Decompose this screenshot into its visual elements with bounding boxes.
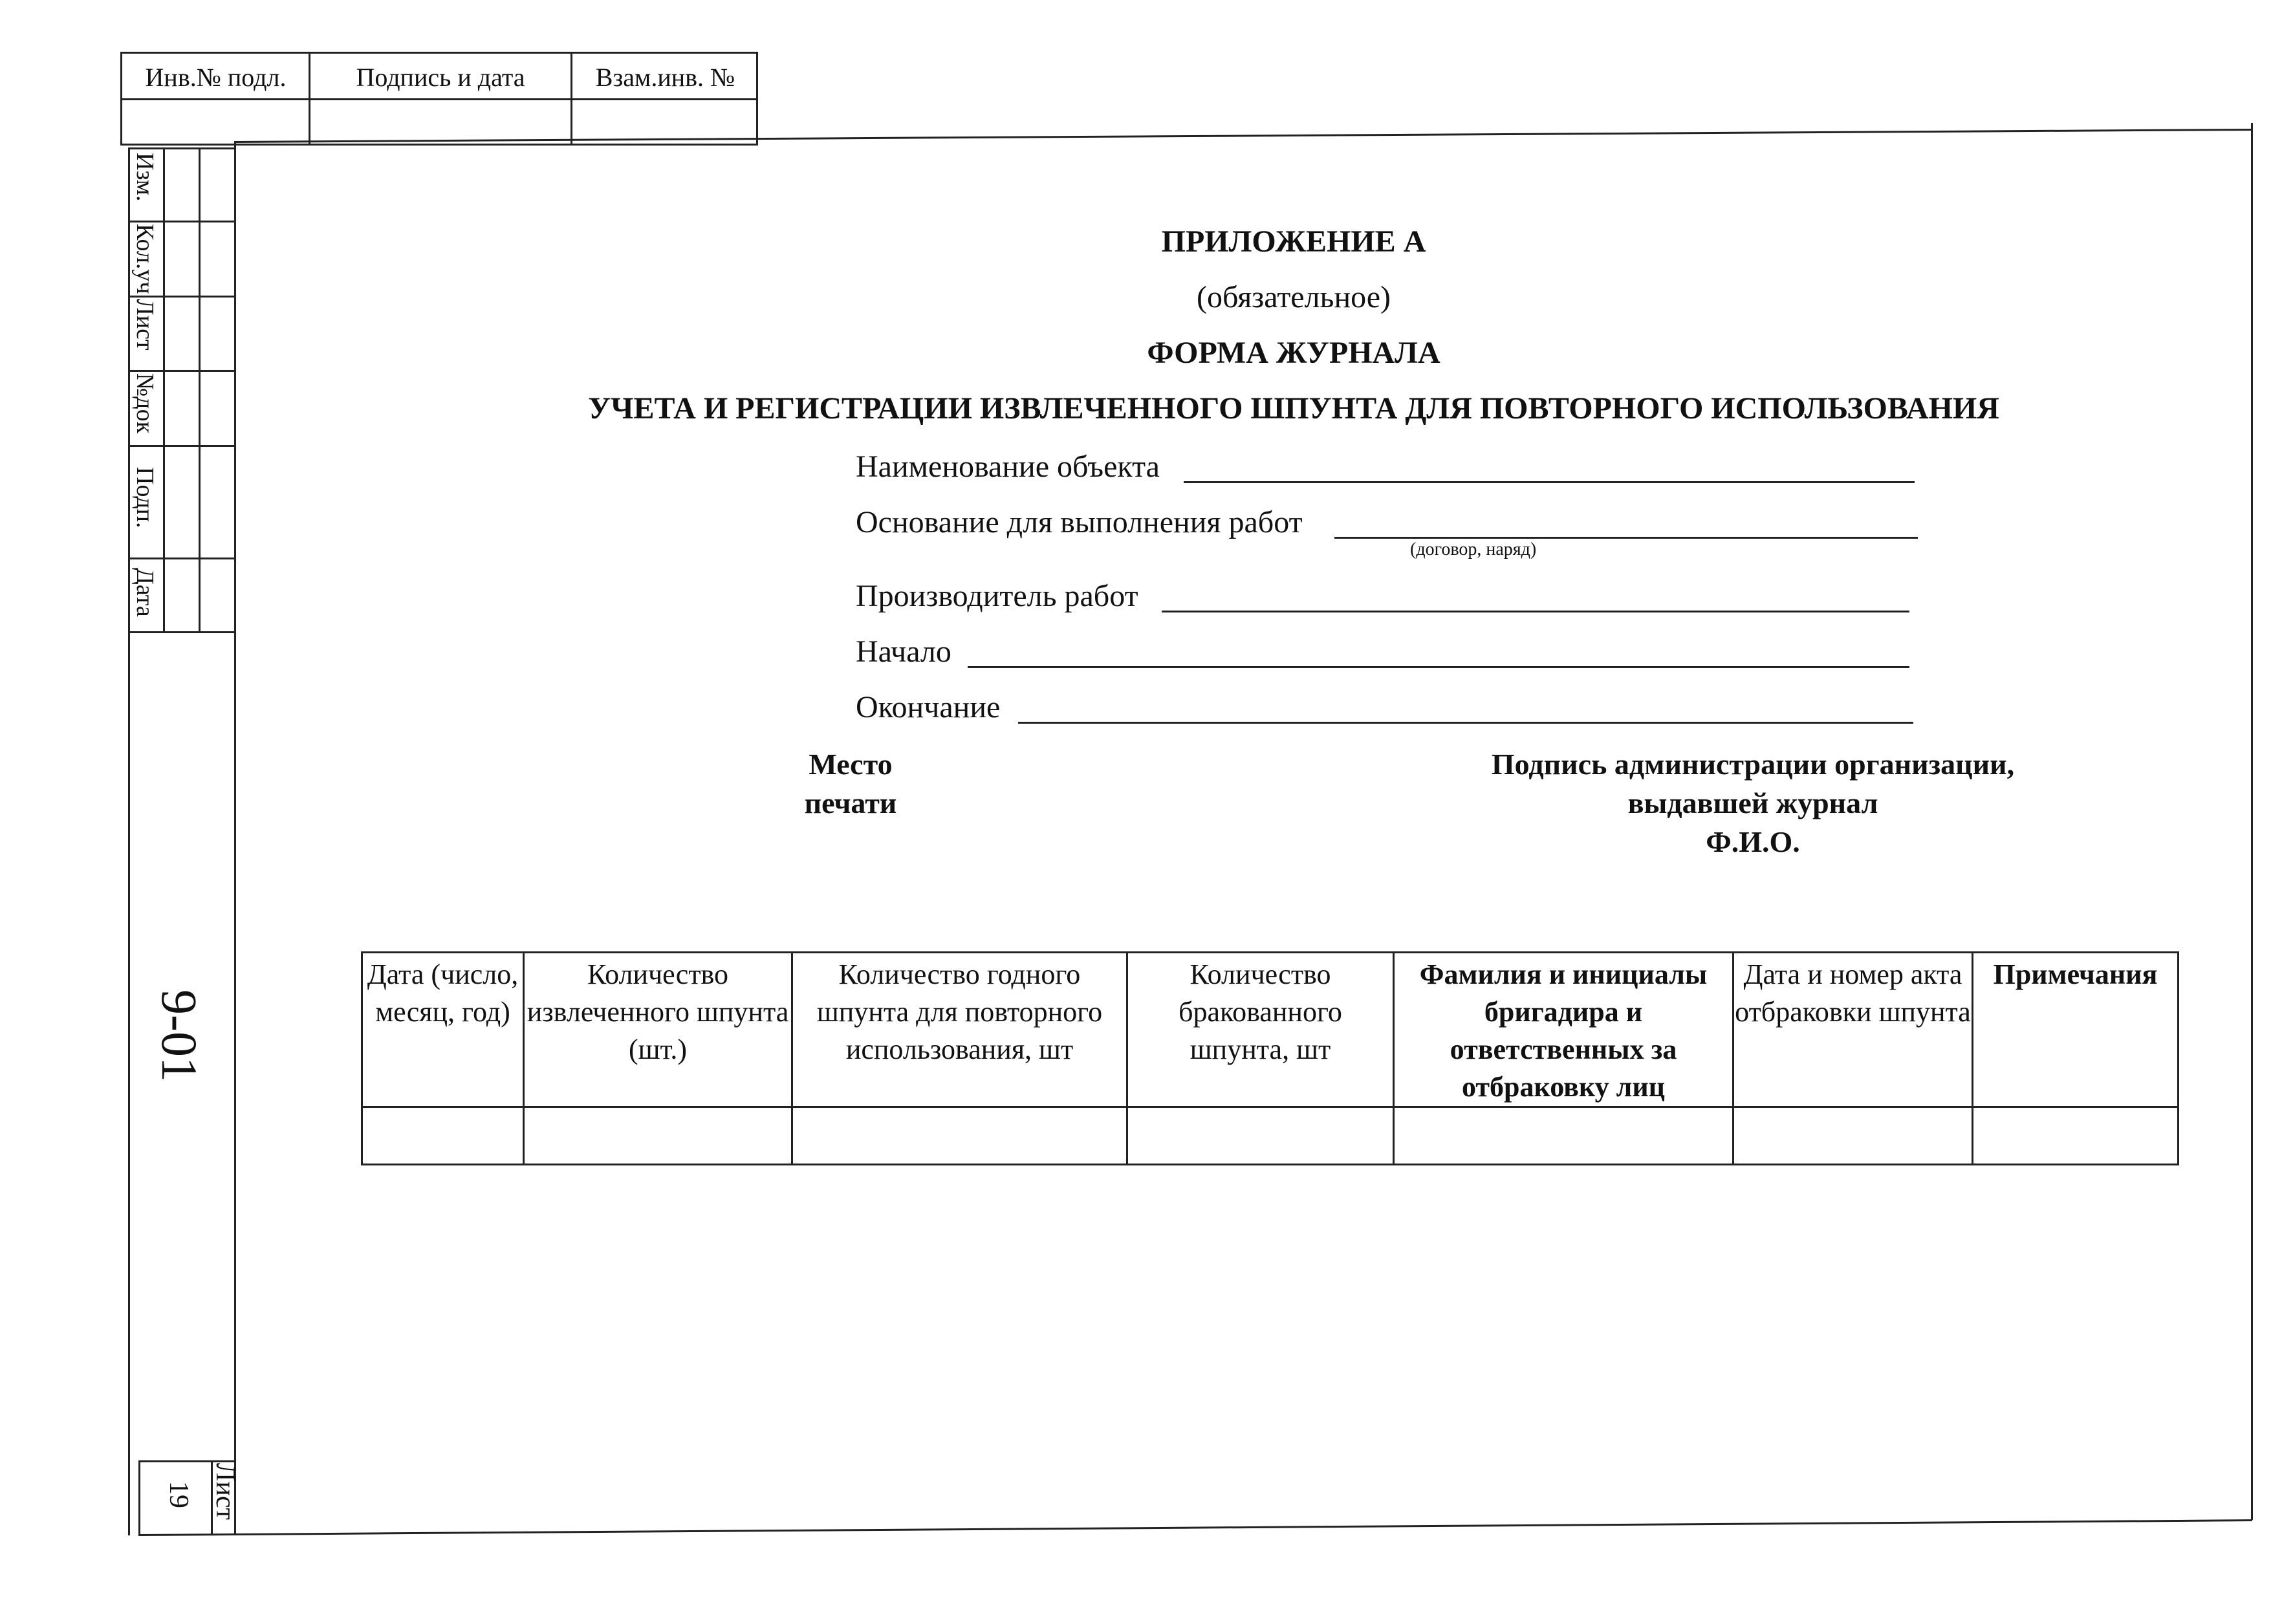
left-stamp-h-2 [128,296,234,298]
admin-line-2: выдавшей журнал [1627,786,1878,819]
admin-line-1: Подпись администрации организации, [1491,748,2015,781]
end-label: Окончание [856,690,1001,724]
seal-line-2: печати [804,786,897,819]
table-cell[interactable] [362,1107,524,1165]
seal-line-1: Место [809,748,893,781]
table-cell[interactable] [792,1107,1127,1165]
left-stamp-h-1 [128,221,234,222]
col-header-responsible: Фамилия и инициалы бригадира и ответственных за отбраковку лиц [1394,953,1733,1107]
inv-podl-label: Инв.№ подл. [145,63,287,92]
appendix-title: ПРИЛОЖЕНИЕ А [1161,224,1426,259]
sheet-number: 19 [164,1481,193,1508]
col-header-extracted: Количество извлеченного шпунта (шт.) [524,953,792,1107]
n-dok-label: №док [131,373,158,434]
table-cell[interactable] [1973,1107,2179,1165]
left-stamp-top [128,147,234,149]
kol-uch-label: Кол.уч [131,224,158,294]
basis-label: Основание для выполнения работ [856,505,1303,539]
vzam-inv-label: Взам.инв. № [595,63,735,92]
mandatory-note: (обязательное) [1197,280,1391,314]
table-cell[interactable] [1127,1107,1394,1165]
table-cell[interactable] [1394,1107,1733,1165]
object-name-line[interactable] [1184,481,1915,483]
frame-right-line [2251,123,2253,1520]
left-stamp-h-3 [128,370,234,372]
sheet-label: Лист [210,1463,240,1520]
sheet-box-top [138,1460,234,1462]
left-stamp-h-6 [128,631,234,633]
col-header-reusable: Количество годного шпунта для повторного использования, шт [792,953,1127,1107]
basis-line[interactable] [1334,537,1918,539]
list-label: Лист [131,299,158,351]
table-cell[interactable] [524,1107,792,1165]
start-line[interactable] [968,666,1909,668]
podpis-data-label: Подпись и дата [356,63,525,92]
sheet-box-left [138,1460,140,1535]
doc-code: 9-01 [151,990,208,1082]
table-row [362,1107,2179,1165]
basis-hint: (договор, наряд) [1410,539,1537,559]
left-stamp-outer [128,147,130,1535]
frame-bottom-line [138,1519,2252,1536]
work-manager-line[interactable] [1162,611,1909,612]
podp-label: Подп. [131,467,158,528]
work-manager-label: Производитель работ [856,579,1138,613]
col-header-act: Дата и номер акта отбраковки шпунта [1733,953,1973,1107]
table-header-row [362,953,2179,1107]
izm-label: Изм. [131,153,158,202]
admin-line-3: Ф.И.О. [1706,825,1800,858]
object-name-label: Наименование объекта [856,449,1160,484]
col-header-date: Дата (число, месяц, год) [362,953,524,1107]
top-stamp-divider [120,98,758,100]
seal-place [744,745,957,823]
form-title: ФОРМА ЖУРНАЛА [1147,336,1440,370]
left-stamp-h-4 [128,445,234,447]
left-stamp-h-5 [128,558,234,559]
start-label: Начало [856,634,951,669]
form-subtitle: УЧЕТА И РЕГИСТРАЦИИ ИЗВЛЕЧЕННОГО ШПУНТА ДЛЯ ПОВТОРНОГО ИСПОЛЬЗОВАНИЯ [588,391,1999,426]
end-line[interactable] [1018,722,1913,724]
col-header-rejected: Количество бракованного шпунта, шт [1127,953,1394,1107]
table-cell[interactable] [1733,1107,1973,1165]
data-label: Дата [131,568,158,617]
col-header-notes: Примечания [1973,953,2179,1107]
admin-signature [1442,745,2063,861]
journal-table [361,951,2179,1165]
